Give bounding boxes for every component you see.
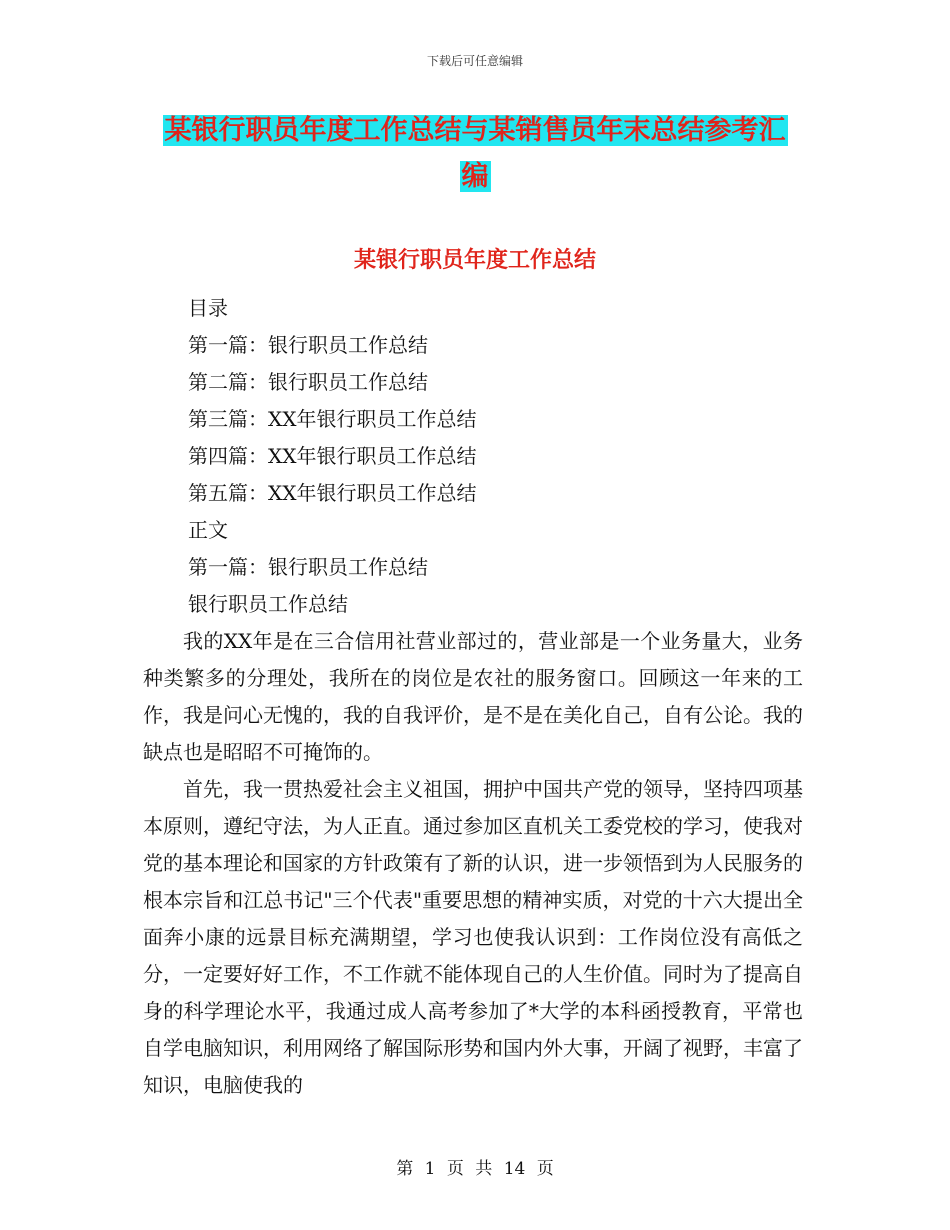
document-title [140,108,810,200]
section-title: 某银行职员年度工作总结 [353,247,596,273]
header-note: 下载后可任意编辑 [426,54,523,68]
article-heading: 银行职员工作总结 [188,592,348,616]
toc-item: 第三篇：XX年银行职员工作总结 [188,407,477,431]
toc-item: 第五篇：XX年银行职员工作总结 [188,481,477,505]
title-line-2: 编 [461,161,489,192]
page-footer: 第 1 页 共 14 页 [396,1159,554,1179]
toc-item: 第四篇：XX年银行职员工作总结 [188,444,477,468]
chapter-heading: 第一篇：银行职员工作总结 [188,555,428,579]
toc-item: 第二篇：银行职员工作总结 [188,370,428,394]
title-line-1: 某银行职员年度工作总结与某销售员年末总结参考汇 [164,115,786,146]
paragraph: 首先，我一贯热爱社会主义祖国，拥护中国共产党的领导，坚持四项基本原则，遵纪守法，为人正直。通过参加区直机关工委党校的学习，使我对党的基本理论和国家的方针政策有了新的认识，进一步领悟到为人民服务的根本宗旨和江总书记"三个代表"重要思想的精神实质，对党的十六大提出全面奔小康的远景目标充满期望，学习也使我认识到：工作岗位没有高低之分，一定要好好工作，不工作就不能体现自己的人生价值。同时为了提高自身的科学理论水平，我通过成人高考参加了*大学的本科函授教育，平常也自学电脑知识，利用网络了解国际形势和国内外大事，开阔了视野，丰富了知识，电脑使我的 [143,777,803,1097]
table-of-contents [188,290,476,623]
toc-item: 第一篇：银行职员工作总结 [188,333,428,357]
body-heading: 正文 [188,518,228,542]
body-text [143,623,803,1104]
paragraph: 我的XX年是在三合信用社营业部过的，营业部是一个业务量大，业务种类繁多的分理处，我所在的岗位是农社的服务窗口。回顾这一年来的工作，我是问心无愧的，我的自我评价，是不是在美化自己，自有公论。我的缺点也是昭昭不可掩饰的。 [143,629,803,764]
toc-heading: 目录 [188,296,228,320]
